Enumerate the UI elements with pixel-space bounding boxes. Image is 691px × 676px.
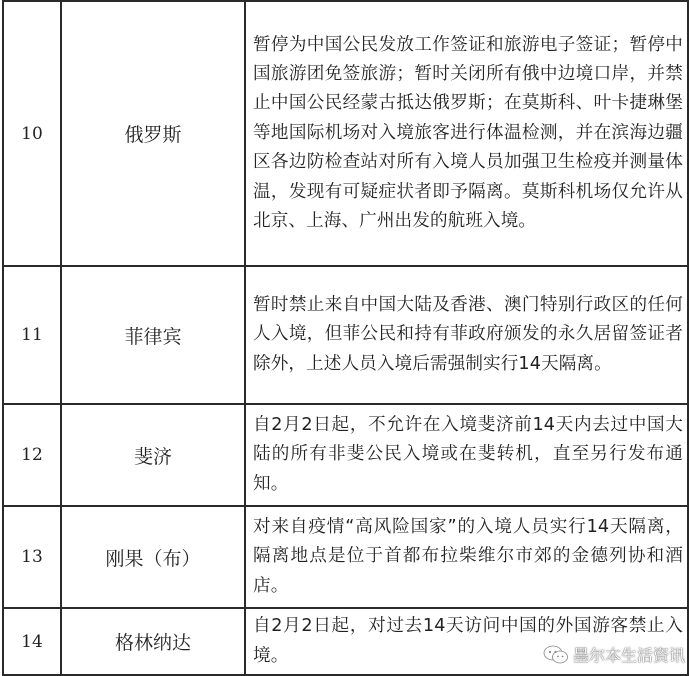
- row-number: 11: [3, 266, 61, 404]
- country-name: 俄罗斯: [61, 1, 245, 266]
- watermark-text: 墨尔本生活资讯: [572, 646, 685, 665]
- row-number: 13: [3, 506, 61, 608]
- measures-text: 自2月2日起，不允许在入境斐济前14天内去过中国大陆的所有非斐公民入境或在斐转机，直至另行发布通知。: [245, 404, 688, 506]
- table-row: [3, 404, 688, 506]
- wechat-icon: [543, 645, 569, 665]
- table-row: [3, 506, 688, 608]
- measures-text: 暂停为中国公民发放工作签证和旅游电子签证；暂停中国旅游团免签旅游；暂时关闭所有俄中边境口岸，并禁止中国公民经蒙古抵达俄罗斯；在莫斯科、叶卡捷琳堡等地国际机场对入境旅客进行体温检测，并在滨海边疆区各边防检查站对所有入境人员加强卫生检疫并测量体温，发现有可疑症状者即予隔离。莫斯科机场仅允许从北京、上海、广州出发的航班入境。: [245, 1, 688, 266]
- measures-text: 自2月2日起，对过去14天访问中国的外国游客禁止入境。: [245, 608, 688, 675]
- policy-table: [2, 0, 689, 676]
- row-number: 10: [3, 1, 61, 266]
- watermark: [543, 643, 685, 666]
- table-row: [3, 266, 688, 404]
- measures-text: 对来自疫情“高风险国家”的入境人员实行14天隔离，隔离地点是位于首都布拉柴维尔市郊的金德列协和酒店。: [245, 506, 688, 608]
- country-name: 格林纳达: [61, 608, 245, 675]
- measures-text: 暂时禁止来自中国大陆及香港、澳门特别行政区的任何人入境，但菲公民和持有菲政府颁发的永久居留签证者除外，上述人员入境后需强制实行14天隔离。: [245, 266, 688, 404]
- country-name: 斐济: [61, 404, 245, 506]
- row-number: 12: [3, 404, 61, 506]
- country-name: 刚果（布）: [61, 506, 245, 608]
- country-name: 菲律宾: [61, 266, 245, 404]
- row-number: 14: [3, 608, 61, 675]
- table-row: [3, 1, 688, 266]
